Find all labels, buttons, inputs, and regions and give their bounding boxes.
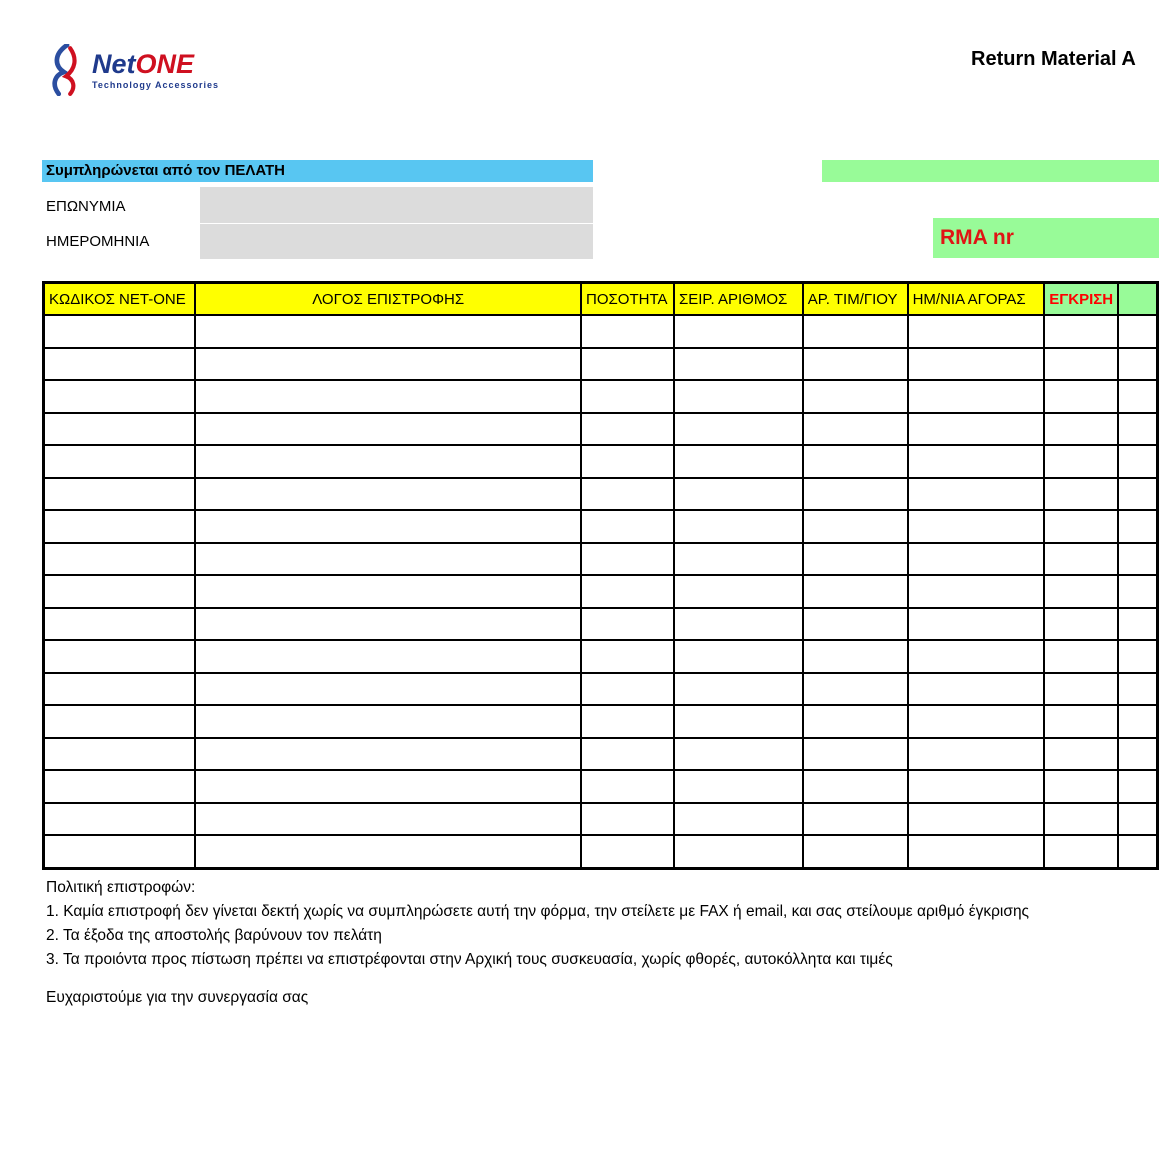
table-cell[interactable] [908,543,1045,576]
table-cell[interactable] [674,413,803,446]
table-cell[interactable] [581,445,674,478]
table-cell[interactable] [803,380,908,413]
table-row [44,445,1158,478]
table-cell[interactable] [803,608,908,641]
table-cell[interactable] [1044,705,1118,738]
table-cell[interactable] [195,575,581,608]
table-cell[interactable] [581,543,674,576]
table-cell[interactable] [1118,445,1157,478]
table-cell[interactable] [1118,413,1157,446]
table-cell[interactable] [44,673,196,706]
return-items-table-wrap [42,281,1159,870]
table-cell[interactable] [581,510,674,543]
table-cell[interactable] [581,478,674,511]
table-cell[interactable] [581,835,674,868]
column-header-6: ΕΓΚΡΙΣΗ [1044,283,1118,316]
table-cell[interactable] [195,543,581,576]
table-cell[interactable] [195,705,581,738]
return-items-table [42,281,1159,870]
table-cell[interactable] [581,673,674,706]
table-cell[interactable] [44,445,196,478]
table-cell[interactable] [44,380,196,413]
table-cell[interactable] [44,738,196,771]
table-cell[interactable] [674,640,803,673]
table-cell[interactable] [1044,770,1118,803]
table-cell[interactable] [195,348,581,381]
table-cell[interactable] [908,478,1045,511]
table-cell[interactable] [195,673,581,706]
table-cell[interactable] [44,543,196,576]
return-policy [46,876,1029,972]
table-row [44,673,1158,706]
table-cell[interactable] [1044,575,1118,608]
policy-line: 1. Καμία επιστροφή δεν γίνεται δεκτή χωρίς να συμπληρώσετε αυτή την φόρμα, την στείλετε με FAX ή email, και σας στείλουμε αριθμό έγκρισης [46,903,1030,920]
table-cell[interactable] [674,705,803,738]
table-cell[interactable] [1118,738,1157,771]
table-cell[interactable] [803,835,908,868]
table-cell[interactable] [908,575,1045,608]
table-cell[interactable] [1118,543,1157,576]
company-name-field[interactable] [200,187,593,223]
table-cell[interactable] [1118,705,1157,738]
table-cell[interactable] [1118,510,1157,543]
table-cell[interactable] [803,640,908,673]
table-cell[interactable] [44,835,196,868]
logo-net-text: Net [92,48,136,79]
table-cell[interactable] [1044,543,1118,576]
column-header-2: ΠΟΣΟΤΗΤΑ [581,283,674,316]
table-cell[interactable] [803,348,908,381]
table-cell[interactable] [674,673,803,706]
table-cell[interactable] [581,608,674,641]
page-title: Return Material A [971,48,1136,70]
table-cell[interactable] [674,478,803,511]
table-cell[interactable] [1118,575,1157,608]
table-cell[interactable] [1044,510,1118,543]
policy-title: Πολιτική επιστροφών: [46,879,196,896]
table-cell[interactable] [581,575,674,608]
customer-section-header: Συμπληρώνεται από τον ΠΕΛΑΤΗ [42,160,593,182]
table-cell[interactable] [1044,738,1118,771]
table-cell[interactable] [674,445,803,478]
table-cell[interactable] [1044,835,1118,868]
policy-line: 2. Τα έξοδα της αποστολής βαρύνουν τον πελάτη [46,927,382,944]
column-header-1: ΛΟΓΟΣ ΕΠΙΣΤΡΟΦΗΣ [195,283,581,316]
table-cell[interactable] [908,315,1045,348]
table-cell[interactable] [674,770,803,803]
table-cell[interactable] [1118,803,1157,836]
table-cell[interactable] [1044,380,1118,413]
table-row [44,348,1158,381]
table-cell[interactable] [908,803,1045,836]
table-cell[interactable] [581,640,674,673]
table-cell[interactable] [674,803,803,836]
logo-tagline: Technology Accessories [92,79,220,90]
table-cell[interactable] [195,738,581,771]
table-cell[interactable] [44,510,196,543]
table-row [44,413,1158,446]
table-cell[interactable] [581,705,674,738]
table-cell[interactable] [803,770,908,803]
table-cell[interactable] [1044,315,1118,348]
table-cell[interactable] [908,510,1045,543]
table-cell[interactable] [195,478,581,511]
table-cell[interactable] [581,413,674,446]
date-label: ΗΜΕΡΟΜΗΝΙΑ [46,233,150,250]
table-cell[interactable] [674,543,803,576]
table-cell[interactable] [44,705,196,738]
table-cell[interactable] [674,380,803,413]
table-cell[interactable] [195,510,581,543]
table-cell[interactable] [908,705,1045,738]
logo-brand-text [92,48,219,79]
table-row [44,608,1158,641]
table-row [44,770,1158,803]
table-cell[interactable] [1118,348,1157,381]
table-row [44,738,1158,771]
table-cell[interactable] [803,803,908,836]
table-row [44,510,1158,543]
table-cell[interactable] [195,380,581,413]
table-cell[interactable] [44,315,196,348]
table-cell[interactable] [44,575,196,608]
table-cell[interactable] [1118,380,1157,413]
netone-logo [44,44,219,96]
table-cell[interactable] [908,640,1045,673]
table-cell[interactable] [44,413,196,446]
table-cell[interactable] [674,738,803,771]
table-row [44,803,1158,836]
logo-one-text: ONE [135,48,195,79]
company-name-label: ΕΠΩΝΥΜΙΑ [46,198,126,215]
table-cell[interactable] [674,315,803,348]
date-field[interactable] [200,224,593,259]
table-cell[interactable] [44,640,196,673]
table-cell[interactable] [1118,315,1157,348]
table-cell[interactable] [44,478,196,511]
table-cell[interactable] [1044,803,1118,836]
column-header-4: ΑΡ. ΤΙΜ/ΓΙΟΥ [803,283,908,316]
table-cell[interactable] [1044,640,1118,673]
netone-swirl-icon [44,44,88,96]
table-cell[interactable] [674,575,803,608]
table-cell[interactable] [195,413,581,446]
table-cell[interactable] [1044,445,1118,478]
table-cell[interactable] [195,608,581,641]
table-cell[interactable] [674,510,803,543]
table-cell[interactable] [674,608,803,641]
table-cell[interactable] [44,770,196,803]
table-row [44,640,1158,673]
rma-number-strip[interactable] [822,160,1159,182]
table-cell[interactable] [581,803,674,836]
table-row [44,705,1158,738]
table-cell[interactable] [1118,478,1157,511]
column-header-5: ΗΜ/ΝΙΑ ΑΓΟΡΑΣ [908,283,1045,316]
table-row [44,575,1158,608]
table-cell[interactable] [1044,673,1118,706]
table-cell[interactable] [195,640,581,673]
table-cell[interactable] [803,673,908,706]
table-cell[interactable] [1044,608,1118,641]
table-cell[interactable] [1044,348,1118,381]
table-cell[interactable] [803,315,908,348]
table-cell[interactable] [581,770,674,803]
table-row [44,380,1158,413]
table-cell[interactable] [195,835,581,868]
table-cell[interactable] [674,348,803,381]
table-cell[interactable] [44,348,196,381]
table-cell[interactable] [908,348,1045,381]
table-cell[interactable] [908,835,1045,868]
table-cell[interactable] [908,608,1045,641]
table-cell[interactable] [581,315,674,348]
table-cell[interactable] [195,803,581,836]
table-cell[interactable] [1118,835,1157,868]
table-cell[interactable] [803,705,908,738]
policy-line: 3. Τα προιόντα προς πίστωση πρέπει να επιστρέφονται στην Αρχική τους συσκευασία, χωρίς φθορές, αυτοκόλλητα και τιμές [46,951,893,968]
table-cell[interactable] [1118,608,1157,641]
table-cell[interactable] [803,575,908,608]
table-cell[interactable] [908,380,1045,413]
table-cell[interactable] [1118,770,1157,803]
table-row [44,835,1158,868]
table-cell[interactable] [674,835,803,868]
column-header-0: ΚΩΔΙΚΟΣ NET-ONE [44,283,196,316]
table-cell[interactable] [1044,413,1118,446]
table-cell[interactable] [195,770,581,803]
table-cell[interactable] [581,380,674,413]
table-cell[interactable] [803,738,908,771]
table-row [44,543,1158,576]
closing-line: Ευχαριστούμε για την συνεργασία σας [46,989,309,1006]
table-cell[interactable] [803,543,908,576]
table-cell[interactable] [44,803,196,836]
table-cell[interactable] [195,315,581,348]
table-cell[interactable] [1118,640,1157,673]
table-cell[interactable] [803,478,908,511]
table-cell[interactable] [908,445,1045,478]
rma-number-box[interactable]: RMA nr [933,218,1159,258]
table-row [44,478,1158,511]
table-cell[interactable] [44,608,196,641]
table-cell[interactable] [803,510,908,543]
table-cell[interactable] [581,738,674,771]
table-row [44,315,1158,348]
table-cell[interactable] [195,445,581,478]
table-cell[interactable] [908,770,1045,803]
table-cell[interactable] [908,673,1045,706]
table-cell[interactable] [581,348,674,381]
column-header-3: ΣΕΙΡ. ΑΡΙΘΜΟΣ [674,283,803,316]
table-cell[interactable] [908,738,1045,771]
table-cell[interactable] [1044,478,1118,511]
table-cell[interactable] [1118,673,1157,706]
column-header-7 [1118,283,1157,316]
table-cell[interactable] [803,413,908,446]
table-cell[interactable] [908,413,1045,446]
table-cell[interactable] [803,445,908,478]
